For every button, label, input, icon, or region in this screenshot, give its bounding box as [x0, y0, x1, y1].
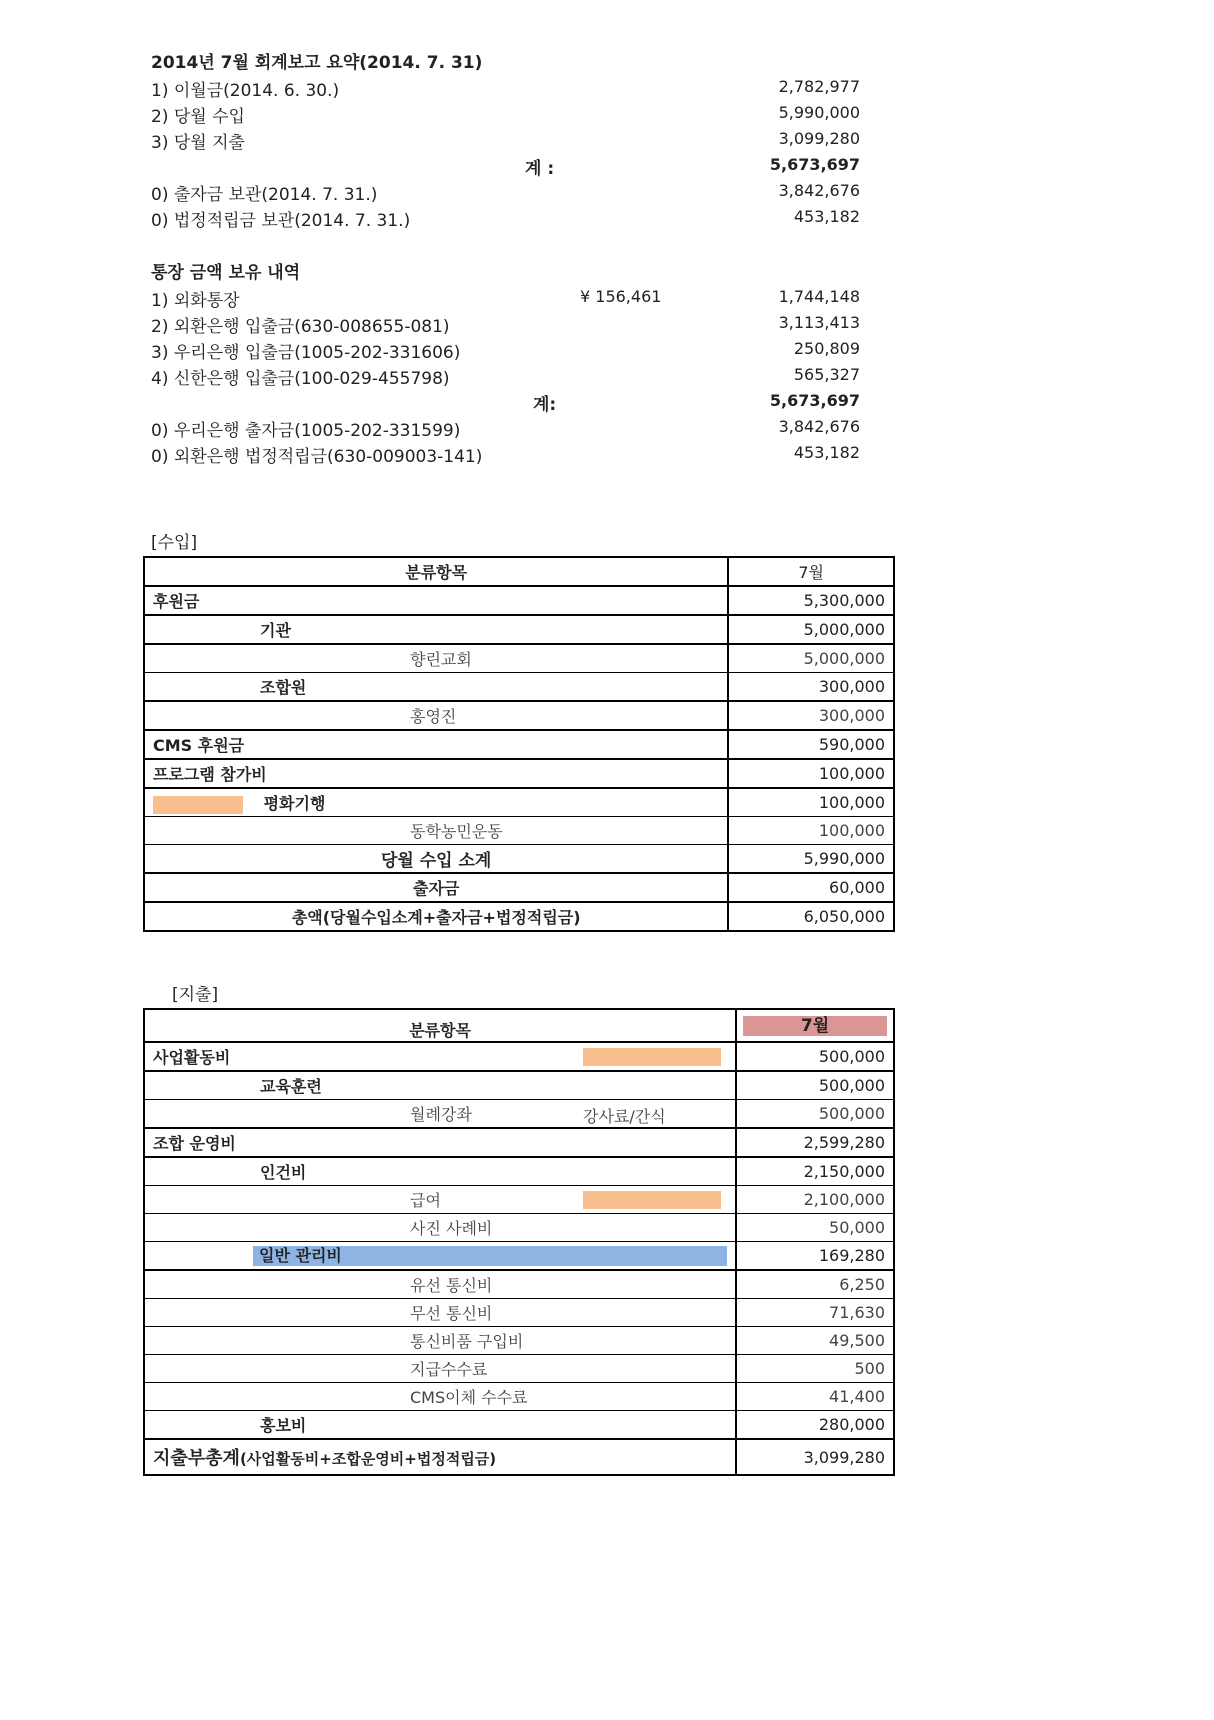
income-header-month: 7월 — [728, 557, 894, 586]
account-row-value: 3,113,413 — [778, 313, 860, 332]
summary-total-value: 5,673,697 — [769, 155, 860, 174]
accounts-total-value: 5,673,697 — [769, 391, 860, 410]
summary-reserve-label: 0) 법정적립금 보관(2014. 7. 31.) — [151, 211, 411, 231]
accounts-total-label: 계: — [533, 395, 557, 415]
summary-row-label: 2) 당월 수입 — [151, 107, 245, 127]
summary-reserve-label: 0) 출자금 보관(2014. 7. 31.) — [151, 185, 378, 205]
table-row — [144, 1128, 894, 1157]
accounts-reserve-value: 453,182 — [793, 443, 860, 462]
income-label: 기관 — [144, 615, 728, 644]
expense-label: 급여 — [410, 1191, 441, 1210]
table-row — [144, 615, 894, 644]
table-row — [144, 902, 894, 931]
expense-caption: [지출] — [172, 985, 219, 1005]
table-row — [144, 1042, 894, 1071]
expense-label: 지급수수료 — [144, 1355, 736, 1383]
expense-label: 통신비품 구입비 — [144, 1327, 736, 1355]
highlight-mark — [583, 1191, 721, 1209]
account-row-value: 250,809 — [793, 339, 860, 358]
accounts-title: 통장 금액 보유 내역 — [151, 263, 301, 283]
highlight-mark — [583, 1048, 721, 1066]
table-row — [144, 817, 894, 845]
table-row — [144, 1100, 894, 1129]
table-row — [144, 701, 894, 730]
account-row-label: 1) 외화통장 — [151, 291, 240, 311]
expense-label: 홍보비 — [144, 1411, 736, 1440]
expense-value: 41,400 — [736, 1383, 894, 1411]
summary-row-label: 1) 이월금(2014. 6. 30.) — [151, 81, 340, 101]
expense-label: 유선 통신비 — [144, 1270, 736, 1299]
table-row — [144, 586, 894, 615]
expense-label: 사진 사례비 — [144, 1214, 736, 1242]
table-row — [144, 873, 894, 902]
expense-label: 인건비 — [144, 1157, 736, 1186]
income-label: 동학농민운동 — [144, 817, 728, 845]
income-value: 60,000 — [728, 873, 894, 902]
expense-header-row — [144, 1009, 894, 1042]
income-label: 프로그램 참가비 — [144, 759, 728, 788]
table-row — [144, 1186, 894, 1214]
expense-value: 71,630 — [736, 1299, 894, 1327]
expense-value: 2,100,000 — [736, 1186, 894, 1214]
table-row — [144, 759, 894, 788]
table-row — [144, 1270, 894, 1299]
table-row — [144, 1327, 894, 1355]
income-value: 100,000 — [728, 759, 894, 788]
account-row-extra: ¥ 156,461 — [580, 287, 662, 306]
income-label: 출자금 — [144, 873, 728, 902]
summary-row-value: 3,099,280 — [778, 129, 860, 148]
expense-label: 사업활동비 — [153, 1048, 231, 1067]
account-row-label: 4) 신한은행 입출금(100-029-455798) — [151, 369, 450, 389]
income-value: 100,000 — [728, 817, 894, 845]
accounts-reserve-label: 0) 외환은행 법정적립금(630-009003-141) — [151, 447, 483, 467]
income-caption: [수입] — [151, 533, 198, 553]
expense-note: 강사료/간식 — [583, 1107, 666, 1126]
expense-label: CMS이체 수수료 — [144, 1383, 736, 1411]
summary-row-value: 5,990,000 — [778, 103, 860, 122]
income-header-row — [144, 557, 894, 586]
account-row-value: 1,744,148 — [778, 287, 860, 306]
table-row — [144, 1214, 894, 1242]
income-subtotal-label: 당월 수입 소계 — [144, 845, 728, 874]
table-row — [144, 1383, 894, 1411]
table-row — [144, 1439, 894, 1475]
income-table — [143, 556, 895, 932]
income-label: 홍영진 — [144, 701, 728, 730]
expense-total-label: 지출부총계 — [153, 1448, 240, 1469]
table-row — [144, 1355, 894, 1383]
summary-reserve-value: 453,182 — [793, 207, 860, 226]
table-row — [144, 845, 894, 874]
income-value: 590,000 — [728, 730, 894, 759]
income-value: 300,000 — [728, 673, 894, 702]
expense-total-value: 3,099,280 — [736, 1439, 894, 1475]
summary-reserve-value: 3,842,676 — [778, 181, 860, 200]
income-value: 5,000,000 — [728, 615, 894, 644]
income-header-item: 분류항목 — [144, 557, 728, 586]
income-value: 100,000 — [728, 788, 894, 817]
income-total-label: 총액(당월수입소계+출자금+법정적립금) — [144, 902, 728, 931]
table-row — [144, 1157, 894, 1186]
income-label: 평화기행 — [263, 794, 326, 813]
income-label: CMS 후원금 — [144, 730, 728, 759]
income-label: 향린교회 — [144, 644, 728, 673]
accounts-reserve-value: 3,842,676 — [778, 417, 860, 436]
summary-row-value: 2,782,977 — [778, 77, 860, 96]
account-row-value: 565,327 — [793, 365, 860, 384]
expense-value: 500 — [736, 1355, 894, 1383]
table-row — [144, 673, 894, 702]
income-label: 조합원 — [144, 673, 728, 702]
table-row — [144, 1071, 894, 1100]
table-row — [144, 1411, 894, 1440]
summary-row-label: 3) 당월 지출 — [151, 133, 245, 153]
expense-table — [143, 1008, 895, 1476]
income-value: 5,300,000 — [728, 586, 894, 615]
income-total-value: 6,050,000 — [728, 902, 894, 931]
account-row-label: 3) 우리은행 입출금(1005-202-331606) — [151, 343, 461, 363]
income-value: 300,000 — [728, 701, 894, 730]
expense-value: 280,000 — [736, 1411, 894, 1440]
summary-total-label: 계 : — [525, 159, 555, 179]
expense-value: 500,000 — [736, 1042, 894, 1071]
table-row — [144, 788, 894, 817]
expense-label: 일반 관리비 — [253, 1246, 727, 1266]
expense-label: 조합 운영비 — [144, 1128, 736, 1157]
expense-value: 2,150,000 — [736, 1157, 894, 1186]
table-row — [144, 644, 894, 673]
expense-value: 500,000 — [736, 1100, 894, 1129]
table-row — [144, 730, 894, 759]
expense-header-item: 분류항목 — [144, 1009, 736, 1042]
highlight-mark — [153, 796, 243, 814]
expense-value: 500,000 — [736, 1071, 894, 1100]
expense-total-sublabel: (사업활동비+조합운영비+법정적립금) — [239, 1450, 497, 1468]
expense-label: 월례강좌 — [410, 1105, 472, 1124]
table-row — [144, 1299, 894, 1327]
expense-value: 2,599,280 — [736, 1128, 894, 1157]
expense-label: 교육훈련 — [144, 1071, 736, 1100]
expense-value: 169,280 — [736, 1242, 894, 1271]
expense-value: 49,500 — [736, 1327, 894, 1355]
accounts-reserve-label: 0) 우리은행 출자금(1005-202-331599) — [151, 421, 461, 441]
income-value: 5,000,000 — [728, 644, 894, 673]
income-subtotal-value: 5,990,000 — [728, 845, 894, 874]
summary-title: 2014년 7월 회계보고 요약(2014. 7. 31) — [151, 53, 483, 73]
expense-header-month: 7월 — [743, 1016, 887, 1036]
expense-label: 무선 통신비 — [144, 1299, 736, 1327]
expense-value: 50,000 — [736, 1214, 894, 1242]
account-row-label: 2) 외환은행 입출금(630-008655-081) — [151, 317, 450, 337]
table-row — [144, 1242, 894, 1271]
expense-value: 6,250 — [736, 1270, 894, 1299]
income-label: 후원금 — [144, 586, 728, 615]
